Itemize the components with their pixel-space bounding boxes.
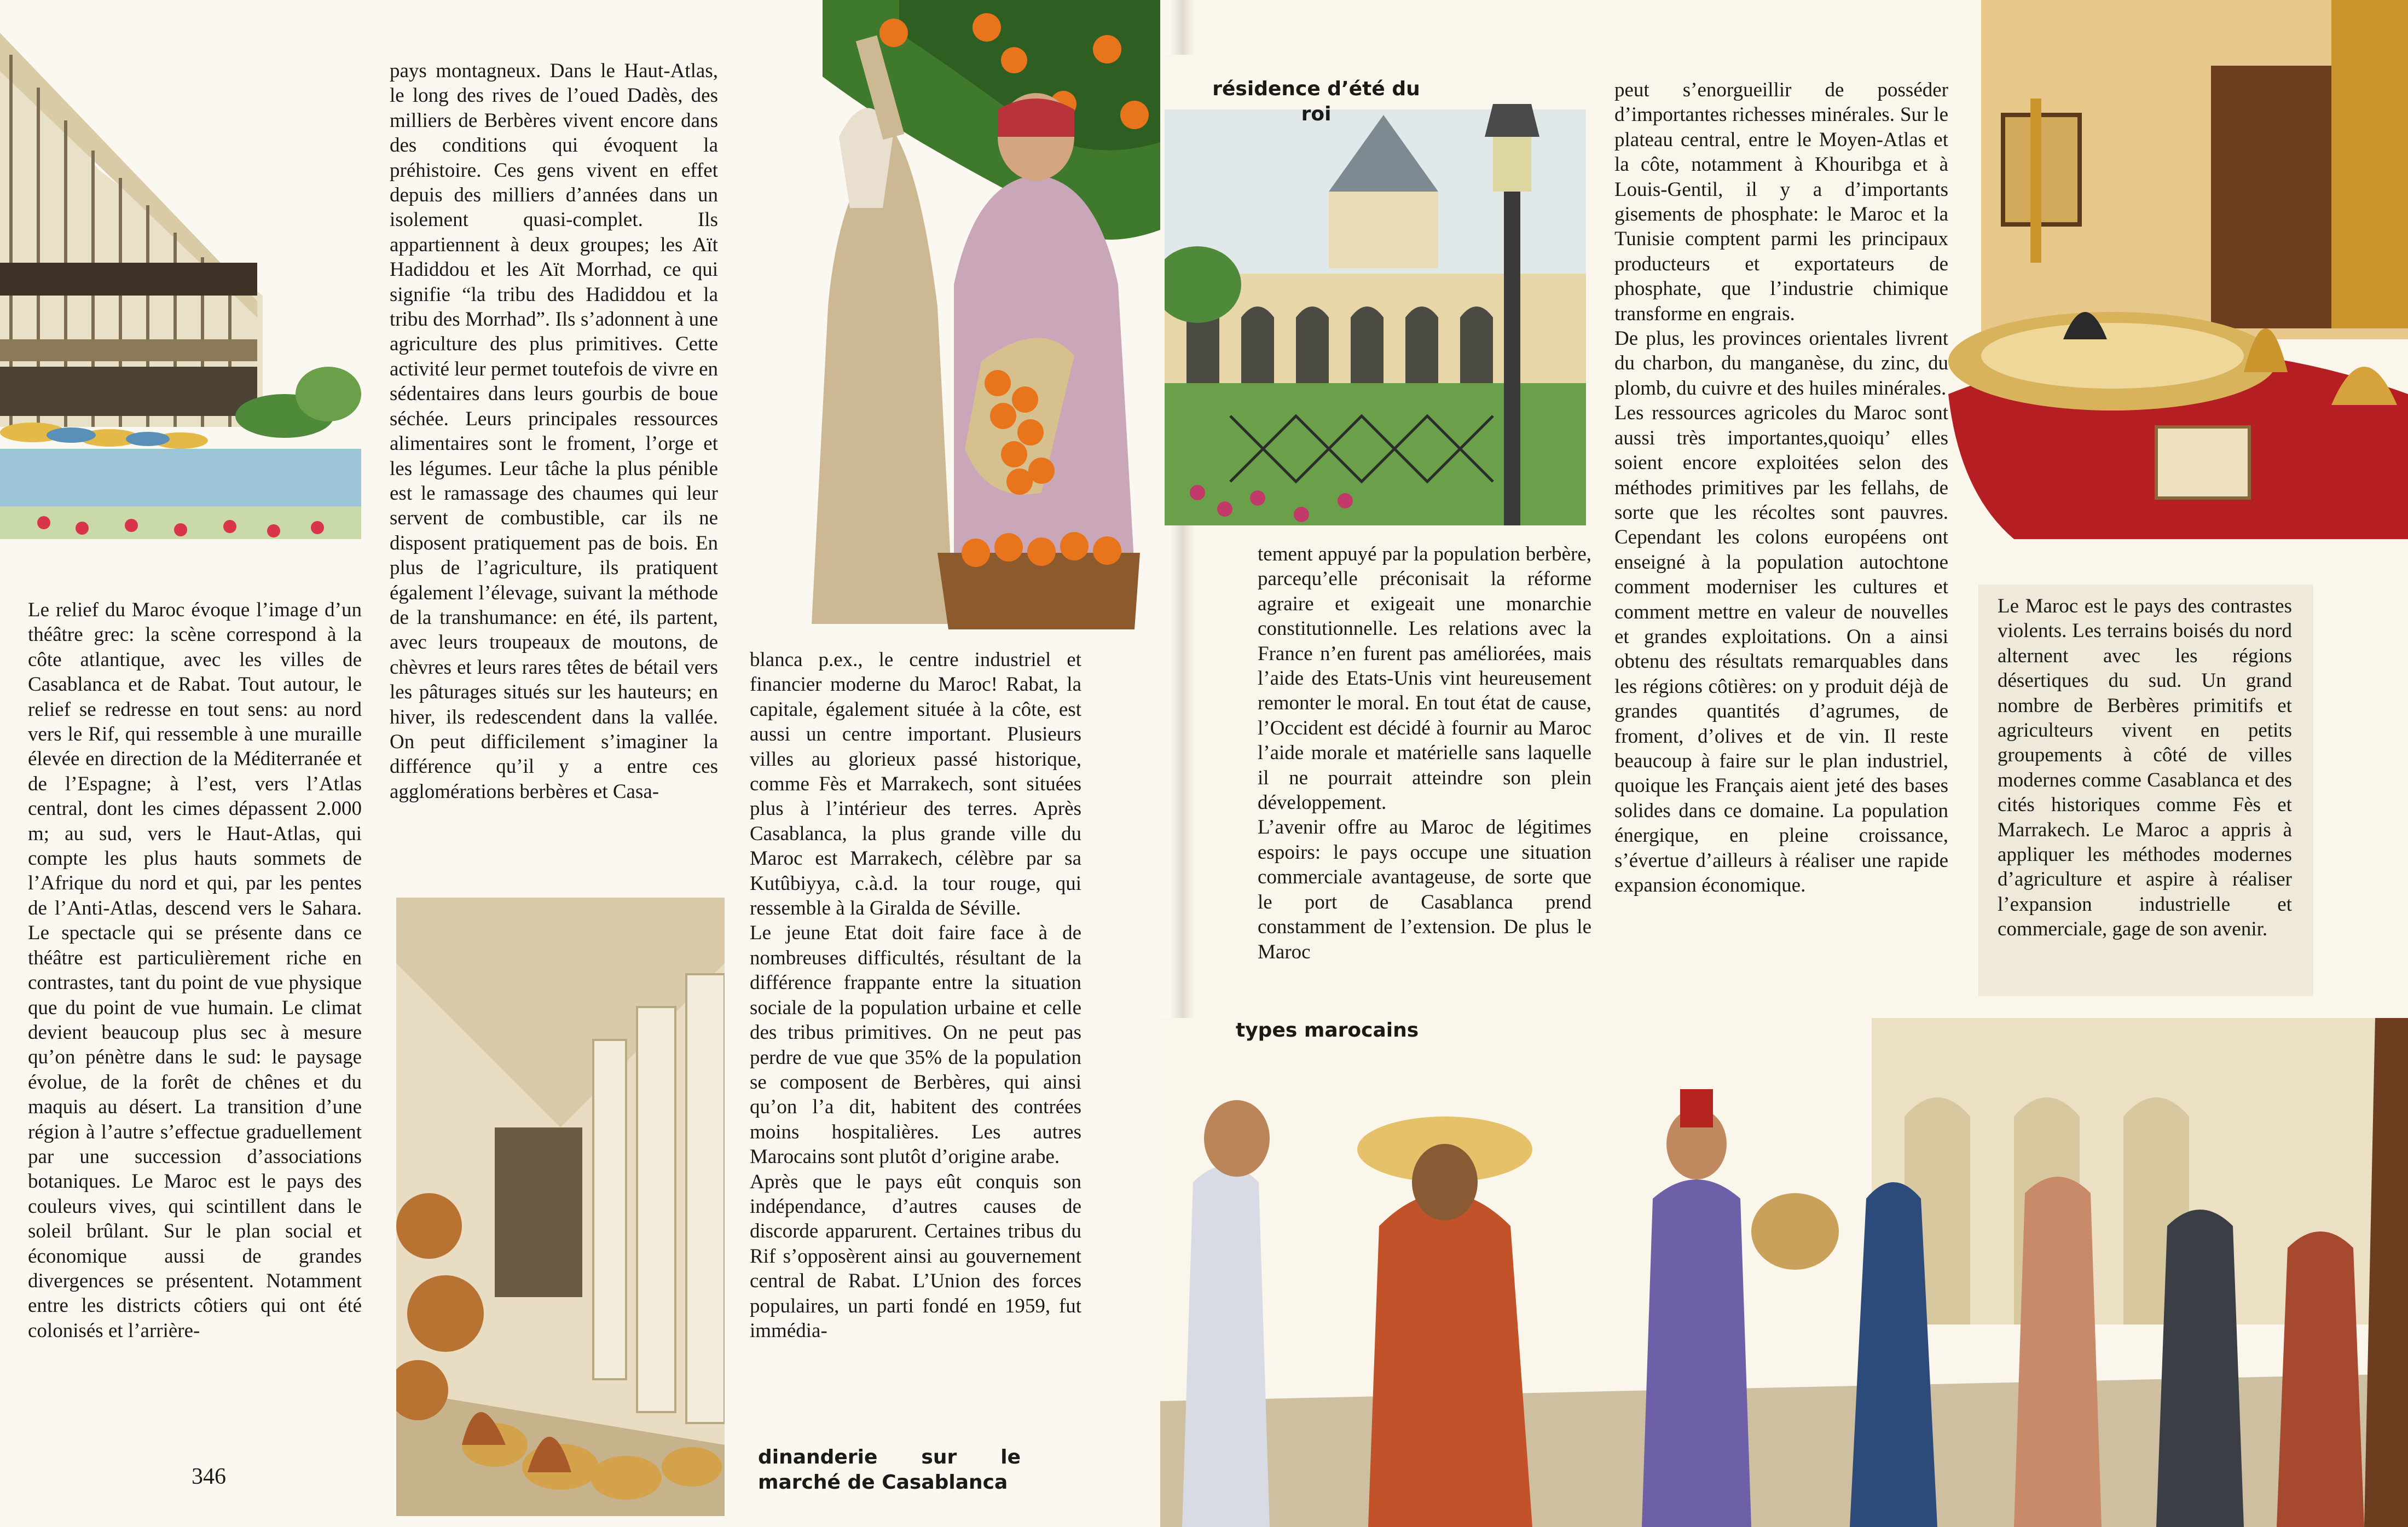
paragraph: pays montagneux. Dans le Haut-Atlas, le long des rives de l’oued Dadès, des milliers de Berbères vivent encore dans des conditions qui évoquent la préhistoire. Ces gens vivent en effet depuis des milliers d’années dans un isolement quasi-complet. Ils appartiennent à deux groupes; les Aït Hadiddou et les Aït Morrhad, ce qui signifie “la tribu des Hadiddou et la tribu des Morrhad”. Ils s’adonnent à une agriculture des plus primitives. Cette activité leur permet toutefois de vivre en sédentaires dans leurs gourbis de boue séchée. Leurs principales ressources alimentaires sont le froment, l’orge et les légumes. Leur tâche la plus pénible est le ramassage des chaumes qui leur servent de combustible, car ils ne disposent pratiquement pas de bois. En plus de l’agriculture, ils pratiquent également l’élevage, suivant la méthode de la transhumance: en été, ils partent, avec leurs troupeaux de moutons, de chèvres et leurs rares têtes de bétail vers les pâturages situés sur les hauteurs; en hiver, ils redescendent dans la vallée. On peut difficilement s’imaginer la différence qu’il y a entre ces agglomérations berbères et Casa- [390,60,718,803]
text-column-1 [28,598,362,1343]
text-column-5 [1614,78,1948,898]
paragraph: tement appuyé par la population berbère, parcequ’elle préconisait la réforme agraire et exigeait une monarchie constitutionnelle. Les relations avec la France n’en furent pas améliorées, mais l’aide des Etats-Unis vint heureusement remonter le moral. En tout état de cause, l’Occident est décidé à fournir au Maroc l’aide morale et matérielle sans laquelle il ne pourrait atteindre son plein développement. [1258,543,1591,814]
paragraph: Le relief du Maroc évoque l’image d’un théâtre grec: la scène correspond à la côte atlantique, avec les villes de Casablanca et de Rabat. Tout autour, le relief se redresse en tout sens: au nord vers le Rif, qui ressemble à une muraille élevée en direction de la Méditerranée et de l’Espagne; à l’est, vers l’Atlas central, dont les cimes dépassent 2.000 m; au sud, vers le Haut-Atlas, qui compte les plus hauts sommets de l’Afrique du nord et qui, par les pentes de l’Anti-Atlas, descend vers le Sahara. Le spectacle qui se présente dans ce théâtre est particulièrement riche en contrastes, tant du point de vue physique que du point de vue humain. Le climat devient beaucoup plus sec à mesure qu’on pénètre dans le sud: le paysage évolue, de la forêt de chênes et du maquis au désert. La transition d’une région à l’autre s’effectue graduellement par une succession d’associations botaniques. Le Maroc est le pays des couleurs vives, qui scintillent dans le soleil brûlant. Sur le plan social et économique aussi de grandes divergences se présentent. Notamment entre les districts côtiers qui ont été colonisés et l’arrière- [28,599,362,1342]
page-number: 346 [192,1464,226,1489]
text-column-3 [750,647,1081,1343]
copperware-market-illustration [396,898,725,1516]
caption-summer-residence: résidence d’été du roi [1212,78,1420,125]
modern-building-illustration [0,11,361,564]
moroccan-people-illustration [1160,1018,2408,1527]
paragraph: Le Maroc est le pays des contrastes violents. Les terrains boisés du nord alternent avec les régions désertiques du sud. Un grand nombre de Berbères primitifs et agriculteurs vivent en petits groupements à côté de villes modernes comme Casablanca et des cités historiques comme Fès et Marrakech. Le Maroc a appris à appliquer les méthodes modernes d’agriculture et aspire à réaliser l’expansion industrielle et commerciale, gage de son avenir. [1998,595,2292,941]
summary-box-text [1998,594,2292,942]
caption-types-marocains: types marocains [1236,1019,1419,1042]
orange-harvest-illustration [757,0,1160,639]
paragraph: blanca p.ex., le centre industriel et financier moderne du Maroc! Rabat, la capitale, également située à la côte, est aussi un centre important. Plusieurs villes au glorieux passé historique, comme Fès et Marrakech, sont situées plus à l’intérieur des terres. Après Casablanca, la plus grande ville du Maroc est Marrakech, célèbre par sa Kutûbiyya, c.à.d. la tour rouge, qui ressemble à la Giralda de Séville. [750,649,1081,920]
paragraph: Les ressources agricoles du Maroc sont aussi très importantes,quoiqu’ elles soient encore exploitées selon des méthodes primitives par les fellahs, de sorte que les récoltes sont pauvres. Cependant les colons européens ont enseigné à la population autochtone comment moderniser les cultures et comment mettre en valeur de nouvelles et grandes exploitations. On a ainsi obtenu des résultats remarquables dans les régions côtières: on y produit déjà de grandes quantités d’agrumes, de froment, d’olives et de vin. Il reste beaucoup à faire sur le plan industriel, quoique les Français aient jeté des bases solides dans ce domaine. La population énergique, en pleine croissance, s’évertue d’ailleurs à réaliser une rapide expansion économique. [1614,402,1948,896]
text-column-2 [390,59,718,804]
paragraph: Le jeune Etat doit faire face à de nombreuses difficultés, résultant de la différence frappante entre la situation sociale de la population urbaine et celle des tribus primitives. On ne peut pas perdre de vue que 35% de la population se composent de Berbères, qui ainsi qu’on l’a dit, habitent des contrées moins hospitalières. Les autres Marocains sont plutôt d’origine arabe. [750,922,1081,1169]
moroccan-interior-illustration [1948,0,2408,539]
paragraph: Après que le pays eût conquis son indépendance, d’autres causes de discorde apparurent. Certaines tribus du Rif s’opposèrent ainsi au gouvernement central de Rabat. L’Union des forces populaires, un parti fondé en 1959, fut immédia- [750,1170,1081,1342]
paragraph: L’avenir offre au Maroc de légitimes espoirs: le pays occupe une situation commerciale avantageuse, de sorte que le port de Casablanca prend constamment de l’extension. De plus le Maroc [1258,816,1591,963]
paragraph: peut s’enorgueillir de posséder d’importantes richesses minérales. Sur le plateau central, entre le Moyen-Atlas et la côte, notamment à Khouribga et à Louis-Gentil, il y a d’importants gisements de phosphate: le Maroc et la Tunisie comptent parmi les principaux producteurs et exportateurs de phosphate, que l’industrie chimique transforme en engrais. [1614,79,1948,325]
text-column-4 [1258,542,1591,964]
caption-dinanderie: dinanderie sur le marché de Casablanca [758,1446,1021,1494]
paragraph: De plus, les provinces orientales livrent du charbon, du manganèse, du zinc, du plomb, du cuivre et des huiles minérales. [1614,327,1948,400]
